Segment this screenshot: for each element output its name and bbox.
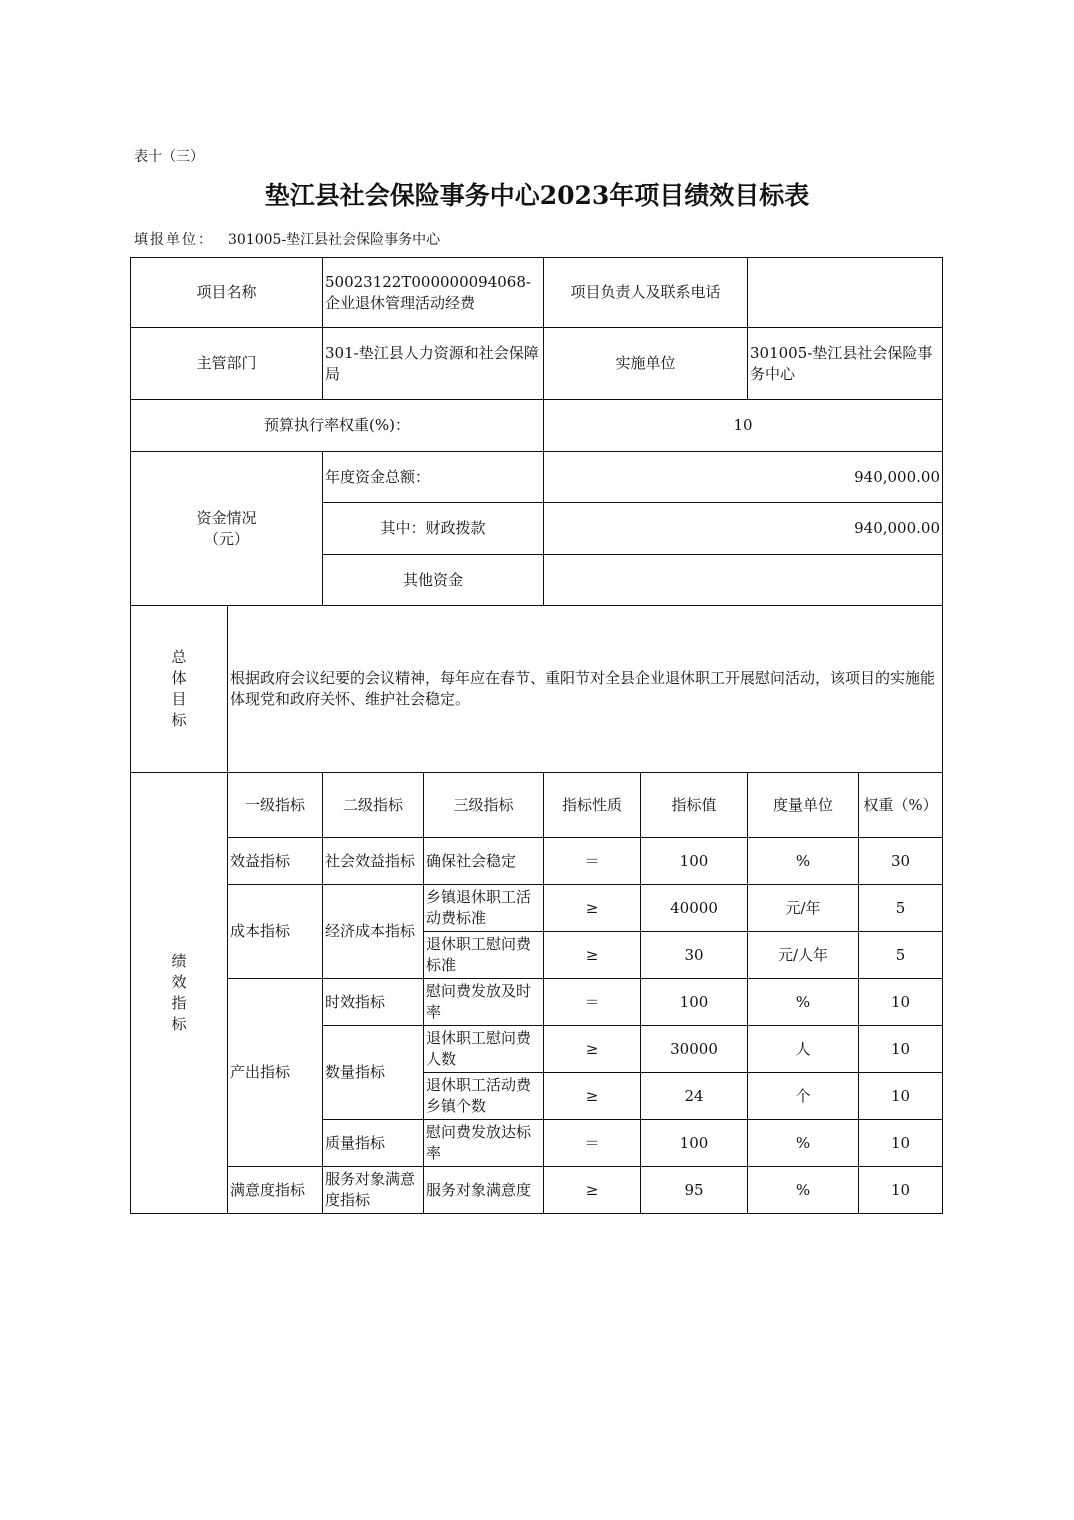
indicators-char: 效 — [171, 973, 187, 991]
indicator-value: 40000 — [641, 885, 748, 932]
level1-output: 产出指标 — [228, 979, 323, 1167]
indicators-label — [131, 773, 228, 1214]
indicator-nature: ＝ — [544, 838, 641, 885]
indicator-nature: ＝ — [544, 1120, 641, 1167]
implementing-unit-value: 301005-垫江县社会保险事务中心 — [748, 328, 943, 400]
department-label: 主管部门 — [131, 328, 323, 400]
table-row — [131, 885, 943, 932]
indicator-name: 服务对象满意度 — [424, 1167, 544, 1214]
funds-other-label: 其他资金 — [323, 555, 544, 606]
project-name-label: 项目名称 — [131, 258, 323, 328]
indicator-value: 30 — [641, 932, 748, 979]
level1-satisfaction: 满意度指标 — [228, 1167, 323, 1214]
indicator-name: 慰问费发放及时率 — [424, 979, 544, 1026]
project-name-value: 50023122T000000094068-企业退休管理活动经费 — [323, 258, 544, 328]
funds-label-line1: 资金情况 — [196, 508, 257, 527]
level2-social: 社会效益指标 — [323, 838, 424, 885]
indicator-nature: ＝ — [544, 979, 641, 1026]
funds-label-line2: （元） — [203, 529, 249, 548]
indicator-unit: 个 — [748, 1073, 859, 1120]
indicator-weight: 5 — [859, 932, 943, 979]
goal-char: 体 — [171, 669, 187, 687]
indicator-value: 95 — [641, 1167, 748, 1214]
header-level3: 三级指标 — [424, 773, 544, 838]
indicator-value: 100 — [641, 838, 748, 885]
indicator-unit: % — [748, 1120, 859, 1167]
table-row — [131, 1167, 943, 1214]
indicator-unit: 人 — [748, 1026, 859, 1073]
filling-unit — [134, 229, 440, 249]
funds-fiscal-value: 940,000.00 — [544, 503, 943, 555]
indicator-weight: 10 — [859, 1073, 943, 1120]
budget-weight-value: 10 — [544, 400, 943, 452]
implementing-unit-label: 实施单位 — [544, 328, 748, 400]
level2-economic: 经济成本指标 — [323, 885, 424, 979]
funds-total-value: 940,000.00 — [544, 452, 943, 503]
indicator-nature: ≥ — [544, 932, 641, 979]
project-contact-value — [748, 258, 943, 328]
indicator-unit: % — [748, 1167, 859, 1214]
header-nature: 指标性质 — [544, 773, 641, 838]
document-title: 垫江县社会保险事务中心2023年项目绩效目标表 — [264, 181, 810, 210]
indicator-weight: 5 — [859, 885, 943, 932]
indicator-nature: ≥ — [544, 885, 641, 932]
header-level1: 一级指标 — [228, 773, 323, 838]
performance-target-table — [130, 257, 943, 1214]
indicator-name: 退休职工慰问费人数 — [424, 1026, 544, 1073]
indicator-name: 退休职工活动费乡镇个数 — [424, 1073, 544, 1120]
level1-cost: 成本指标 — [228, 885, 323, 979]
goal-char: 总 — [171, 648, 187, 666]
indicator-unit: % — [748, 838, 859, 885]
indicator-unit: 元/年 — [748, 885, 859, 932]
goal-char: 标 — [171, 711, 187, 729]
indicator-unit: 元/人年 — [748, 932, 859, 979]
indicator-name: 乡镇退休职工活动费标准 — [424, 885, 544, 932]
indicator-name: 确保社会稳定 — [424, 838, 544, 885]
funds-fiscal-label: 其中：财政拨款 — [323, 503, 544, 555]
indicator-name: 退休职工慰问费标准 — [424, 932, 544, 979]
funds-total-label: 年度资金总额： — [323, 452, 544, 503]
indicator-name: 慰问费发放达标率 — [424, 1120, 544, 1167]
level2-service: 服务对象满意度指标 — [323, 1167, 424, 1214]
level2-quantity: 数量指标 — [323, 1026, 424, 1120]
indicators-char: 绩 — [171, 952, 187, 970]
overall-goal-label — [131, 606, 228, 773]
funds-label — [131, 452, 323, 606]
filling-unit-label: 填报单位： — [134, 232, 214, 248]
header-value: 指标值 — [641, 773, 748, 838]
filling-unit-value: 301005-垫江县社会保险事务中心 — [228, 232, 441, 248]
indicator-weight: 10 — [859, 1026, 943, 1073]
indicator-unit: % — [748, 979, 859, 1026]
header-unit: 度量单位 — [748, 773, 859, 838]
department-value: 301-垫江县人力资源和社会保障局 — [323, 328, 544, 400]
overall-goal-text: 根据政府会议纪要的会议精神，每年应在春节、重阳节对全县企业退休职工开展慰问活动，该项目的实施能体现党和政府关怀、维护社会稳定。 — [228, 606, 943, 773]
level2-timeliness: 时效指标 — [323, 979, 424, 1026]
goal-char: 目 — [171, 690, 187, 708]
header-level2: 二级指标 — [323, 773, 424, 838]
indicator-value: 100 — [641, 1120, 748, 1167]
indicator-weight: 10 — [859, 979, 943, 1026]
funds-other-value — [544, 555, 943, 606]
table-row — [131, 979, 943, 1026]
indicator-nature: ≥ — [544, 1167, 641, 1214]
budget-weight-label: 预算执行率权重(%)： — [131, 400, 544, 452]
indicator-weight: 10 — [859, 1120, 943, 1167]
indicators-char: 指 — [171, 994, 187, 1012]
level1-benefit: 效益指标 — [228, 838, 323, 885]
project-contact-label: 项目负责人及联系电话 — [544, 258, 748, 328]
indicator-nature: ≥ — [544, 1073, 641, 1120]
indicator-weight: 30 — [859, 838, 943, 885]
indicator-value: 24 — [641, 1073, 748, 1120]
table-row — [131, 838, 943, 885]
indicators-char: 标 — [171, 1015, 187, 1033]
indicator-value: 100 — [641, 979, 748, 1026]
indicator-value: 30000 — [641, 1026, 748, 1073]
level2-quality: 质量指标 — [323, 1120, 424, 1167]
indicator-nature: ≥ — [544, 1026, 641, 1073]
header-weight: 权重（%） — [859, 773, 943, 838]
indicator-weight: 10 — [859, 1167, 943, 1214]
table-number-label: 表十（三） — [134, 149, 204, 165]
